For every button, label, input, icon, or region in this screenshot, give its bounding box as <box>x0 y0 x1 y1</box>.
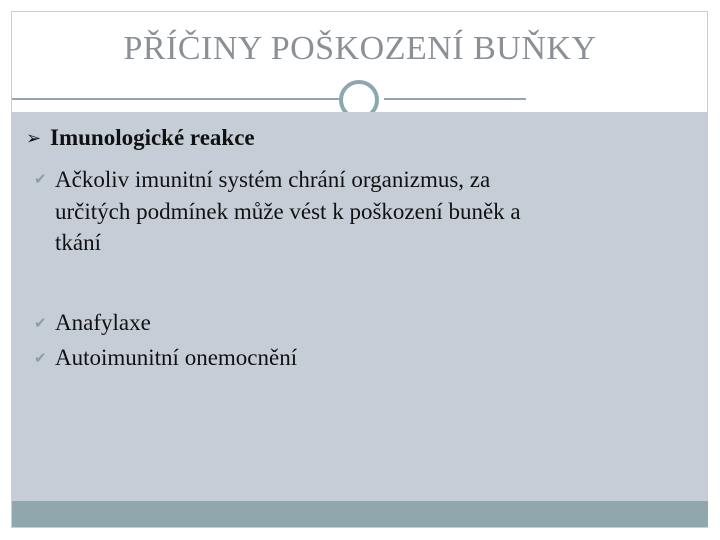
paragraph-line-2: určitých podmínek může vést k poškození buněk a <box>55 199 521 224</box>
title-divider-right <box>384 98 526 100</box>
arrow-bullet-icon: ➢ <box>26 128 42 148</box>
slide-title: PŘÍČINY POŠKOZENÍ BUŇKY <box>123 30 597 67</box>
swoosh-bullet-icon: ✔ <box>34 172 47 188</box>
title-divider-left <box>12 98 342 100</box>
list-item-autoimunitni: Autoimunitní onemocnění <box>55 345 298 370</box>
paragraph-line-1: Ačkoliv imunitní systém chrání organizmus, za <box>55 167 491 192</box>
section-heading: Imunologické reakce <box>50 125 255 150</box>
list-item-anafylaxe: Anafylaxe <box>55 310 151 335</box>
footer-bar <box>12 501 708 527</box>
swoosh-bullet-icon: ✔ <box>34 351 47 367</box>
swoosh-bullet-icon: ✔ <box>34 316 47 332</box>
paragraph-line-3: tkání <box>55 230 101 255</box>
